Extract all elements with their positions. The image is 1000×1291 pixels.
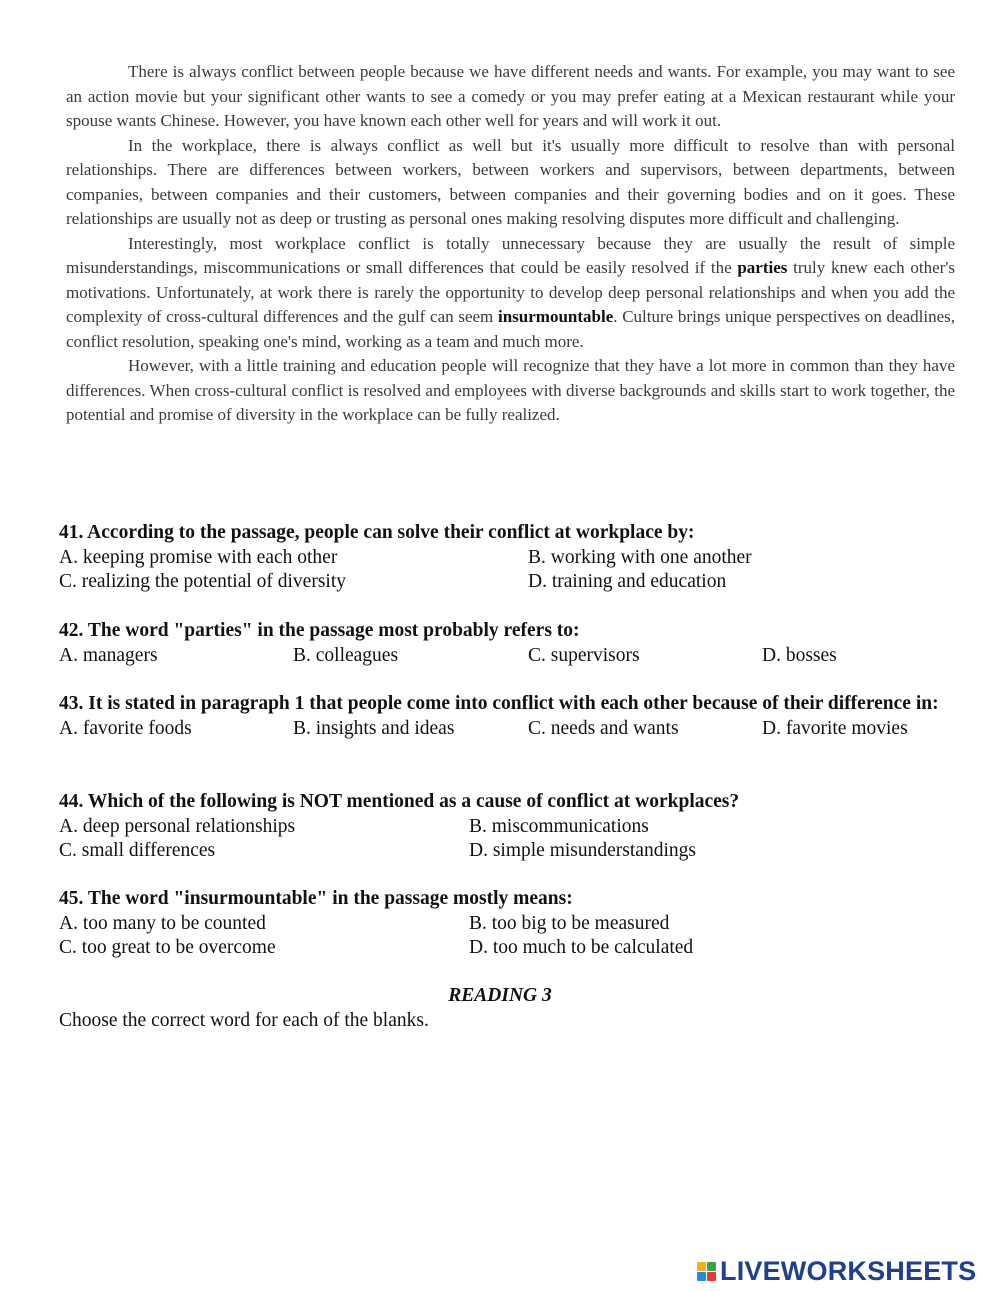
option-d[interactable]: D. favorite movies	[762, 717, 908, 739]
option-d[interactable]: D. simple misunderstandings	[469, 840, 696, 861]
option-d[interactable]: D. too much to be calculated	[469, 937, 694, 958]
option-a[interactable]: A. too many to be counted	[59, 912, 266, 934]
option-a[interactable]: A. keeping promise with each other	[59, 546, 338, 568]
option-b[interactable]: B. insights and ideas	[293, 717, 455, 739]
option-a[interactable]: A. favorite foods	[59, 717, 192, 739]
passage-paragraph-4: However, with a little training and education people will recognize that they have a lot more in common than they have differences. When cross-cultural conflict is resolved and employees with diverse backgrounds and skills start to work together, the potential and promise of diversity in the workplace can be fully realized.	[66, 356, 955, 424]
passage-paragraph-3	[66, 232, 955, 355]
liveworksheets-logo[interactable]	[697, 1255, 976, 1287]
option-d[interactable]: D. training and education	[528, 571, 727, 592]
option-c[interactable]: C. needs and wants	[528, 717, 679, 739]
reading-3-heading: READING 3	[448, 985, 552, 1006]
passage-p3-text-b: truly knew each other's motivations. Unfortunately, at work there is rarely the opportunity to develop deep personal relationships and when you add the complexity of cross-cultural differences and the gulf can seem	[66, 258, 955, 326]
passage-paragraph-1: There is always conflict between people because we have different needs and wants. For example, you may want to see an action movie but your significant other wants to see a comedy or you may prefer eating at a Mexican restaurant while your spouse wants Chinese. However, you have known each other well for years and will work it out.	[66, 62, 955, 130]
question-title: 43. It is stated in paragraph 1 that people come into conflict with each other because of their difference in:	[59, 693, 939, 714]
reading-3-instruction: Choose the correct word for each of the blanks.	[59, 1010, 429, 1031]
question-title: 42. The word "parties" in the passage most probably refers to:	[59, 620, 580, 641]
option-c[interactable]: C. realizing the potential of diversity	[59, 571, 347, 592]
question-title: 41. According to the passage, people can solve their conflict at workplace by:	[59, 522, 695, 543]
question-44	[59, 790, 949, 864]
question-41	[59, 521, 949, 595]
option-d[interactable]: D. bosses	[762, 644, 837, 666]
option-a[interactable]: A. deep personal relationships	[59, 815, 296, 837]
options-row	[59, 912, 949, 937]
question-title: 45. The word "insurmountable" in the passage mostly means:	[59, 888, 573, 909]
options-row	[59, 815, 949, 840]
passage-p3-text-c: . Culture brings unique perspectives on deadlines, conflict resolution, speaking one's mind, working as a team and much more.	[66, 307, 955, 351]
question-43	[59, 692, 949, 741]
passage-word-parties: parties	[737, 258, 788, 277]
option-b[interactable]: B. working with one another	[528, 546, 752, 568]
options-row	[59, 570, 949, 595]
options-row	[59, 644, 949, 669]
options-row	[59, 717, 949, 742]
option-a[interactable]: A. managers	[59, 644, 158, 666]
option-c[interactable]: C. too great to be overcome	[59, 937, 276, 958]
liveworksheets-logo-icon	[697, 1262, 716, 1281]
options-row	[59, 839, 949, 864]
reading-passage	[66, 60, 955, 428]
option-b[interactable]: B. colleagues	[293, 644, 399, 666]
option-b[interactable]: B. miscommunications	[469, 815, 649, 837]
option-c[interactable]: C. small differences	[59, 840, 216, 861]
option-b[interactable]: B. too big to be measured	[469, 912, 670, 934]
question-42	[59, 619, 949, 668]
question-45	[59, 887, 949, 961]
passage-word-insurmountable: insurmountable	[498, 307, 614, 326]
passage-paragraph-2: In the workplace, there is always conflict as well but it's usually more difficult to resolve than with personal relationships. There are differences between workers, between workers and supervisors, between departments, between companies, between companies and their customers, between companies and their governing bodies and on it goes. These relationships are usually not as deep or trusting as personal ones making resolving disputes more difficult and challenging.	[66, 135, 955, 228]
options-row	[59, 546, 949, 571]
passage-p3-text-a: Interestingly, most workplace conflict is totally unnecessary because they are usually the result of simple misunderstandings, miscommunications or small differences that could be easily resolved if the	[66, 233, 955, 277]
logo-text: LIVEWORKSHEETS	[720, 1255, 977, 1286]
options-row	[59, 936, 949, 961]
option-c[interactable]: C. supervisors	[528, 644, 640, 666]
question-title: 44. Which of the following is NOT mentioned as a cause of conflict at workplaces?	[59, 791, 740, 812]
